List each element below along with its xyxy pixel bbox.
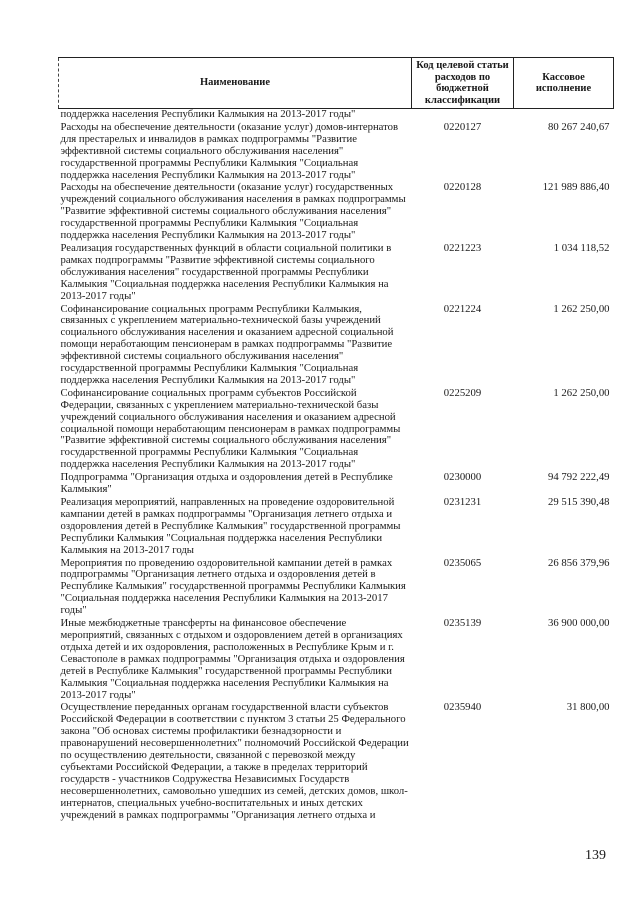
row-code: 0231231	[443, 496, 482, 508]
row-name: Софинансирование социальных программ Республики Калмыкия, связанных с укреплением материально-технической базы учреждений социального обслуживания населения и оказанием адресной социальной помощи неработающим пенсионерам в рамках подпрограммы "Развитие эффективной системы социального обслуживания населения" государственной программы Республики Калмыкия "Социальная поддержка населения Республики Калмыкия на 2013-2017 годы"	[60, 302, 394, 386]
table-row	[59, 618, 614, 702]
row-code	[412, 109, 514, 122]
table-row	[59, 702, 614, 822]
row-amount: 29 515 390,48	[548, 496, 610, 508]
row-name: Реализация государственных функций в области социальной политики в рамках подпрограммы "Развитие эффективной системы социального обслуживания населения" государственной программы Республики Калмыкия "Социальная поддержка населения Республики Калмыкия на 2013-2017 годы"	[60, 241, 392, 302]
budget-execution-table	[58, 57, 614, 822]
row-name: поддержка населения Республики Калмыкия на 2013-2017 годы"	[60, 108, 356, 120]
header-amount: Кассовое исполнение	[514, 58, 614, 109]
table-row	[59, 243, 614, 304]
table-row	[59, 472, 614, 497]
row-amount: 80 267 240,67	[548, 120, 610, 133]
row-code: 0235139	[443, 617, 482, 630]
table-row	[59, 388, 614, 472]
row-name: Расходы на обеспечение деятельности (оказание услуг) государственных учреждений социального обслуживания населения в рамках подпрограммы "Развитие эффективной системы социального обслуживания населения" государственной программы Республики Калмыкия "Социальная поддержка населения Республики Калмыкия на 2013-2017 годы"	[60, 181, 406, 242]
row-amount: 1 262 250,00	[553, 386, 610, 399]
row-amount: 94 792 222,49	[548, 471, 610, 484]
row-code: 0235065	[443, 556, 482, 569]
row-code: 0235940	[443, 701, 482, 714]
table-header	[59, 58, 614, 109]
row-amount: 36 900 000,00	[548, 617, 610, 630]
row-code: 0221223	[443, 241, 482, 254]
row-amount: 1 262 250,00	[553, 302, 610, 315]
row-amount: 1 034 118,52	[553, 241, 610, 254]
row-name: Осуществление переданных органам государственной власти субъектов Российской Федерации в соответствии с пунктом 3 статьи 25 Федерального закона "Об основах системы профилактики безнадзорности и правонарушений несовершеннолетних" полномочий Российской Федерации по осуществлению деятельности, связанной с перевозкой между субъектами Российской Федерации, а также в пределах территорий государств - участников Содружества Независимых Государств несовершеннолетних, самовольно ушедших из семей, детских домов, школ-интернатов, специальных учебно-воспитательных и иных детских учреждений в рамках подпрограммы "Организация летнего отдыха и	[60, 701, 409, 821]
row-amount	[514, 109, 614, 122]
row-code: 0220127	[443, 120, 482, 133]
table-row	[59, 122, 614, 183]
row-amount: 31 800,00	[566, 701, 610, 714]
header-code: Код целевой статьи расходов по бюджетной классификации	[412, 58, 514, 109]
table-body	[59, 109, 614, 823]
row-name: Расходы на обеспечение деятельности (оказание услуг) домов-интернатов для престарелых и инвалидов в рамках подпрограммы "Развитие эффективной системы социального обслуживания населения" государственной программы Республики Калмыкия "Социальная поддержка населения Республики Калмыкия на 2013-2017 годы"	[60, 120, 399, 181]
table-row	[59, 497, 614, 558]
row-amount: 26 856 379,96	[548, 556, 610, 569]
row-name: Реализация мероприятий, направленных на проведение оздоровительной кампании детей в рамках подпрограммы "Организация летнего отдыха и оздоровления детей в Республике Калмыкия" государственной программы Республики Калмыкия "Социальная поддержка населения Республики Калмыкия на 2013-2017 годы	[60, 496, 401, 556]
row-name: Мероприятия по проведению оздоровительной кампании детей в рамках подпрограммы "Организация летнего отдыха и оздоровления детей в Республике Калмыкия" государственной программы Республики Калмыкия "Социальная поддержка населения Республики Калмыкия на 2013-2017 годы"	[60, 556, 406, 617]
row-code: 0220128	[443, 181, 482, 194]
table-row	[59, 558, 614, 619]
row-name: Иные межбюджетные трансферты на финансовое обеспечение мероприятий, связанных с отдыхом и оздоровлением детей в организациях отдыха детей и их оздоровления, расположенных в Республике Крым и г. Севастополе в рамках подпрограммы "Организация отдыха и оздоровления детей в Республике Калмыкия" государственной программы Республики Калмыкия "Социальная поддержка населения Республики Калмыкия на 2013-2017 годы"	[60, 617, 405, 701]
page-number: 139	[585, 848, 606, 863]
row-name: Софинансирование социальных программ субъектов Российской Федерации, связанных с укреплением материально-технической базы учреждений социального обслуживания населения и оказанием адресной социальной помощи неработающим пенсионерам в рамках подпрограммы "Развитие эффективной системы социального обслуживания населения" государственной программы Республики Калмыкия "Социальная поддержка населения Республики Калмыкия на 2013-2017 годы"	[60, 386, 401, 471]
header-name: Наименование	[59, 58, 412, 109]
table-row	[59, 182, 614, 243]
row-code: 0230000	[443, 471, 482, 484]
row-name: Подпрограмма "Организация отдыха и оздоровления детей в Республике Калмыкия"	[60, 471, 393, 496]
row-amount: 121 989 886,40	[542, 181, 610, 194]
table-row	[59, 304, 614, 388]
row-code: 0221224	[443, 302, 482, 315]
row-code: 0225209	[443, 386, 482, 399]
table-row	[59, 109, 614, 122]
